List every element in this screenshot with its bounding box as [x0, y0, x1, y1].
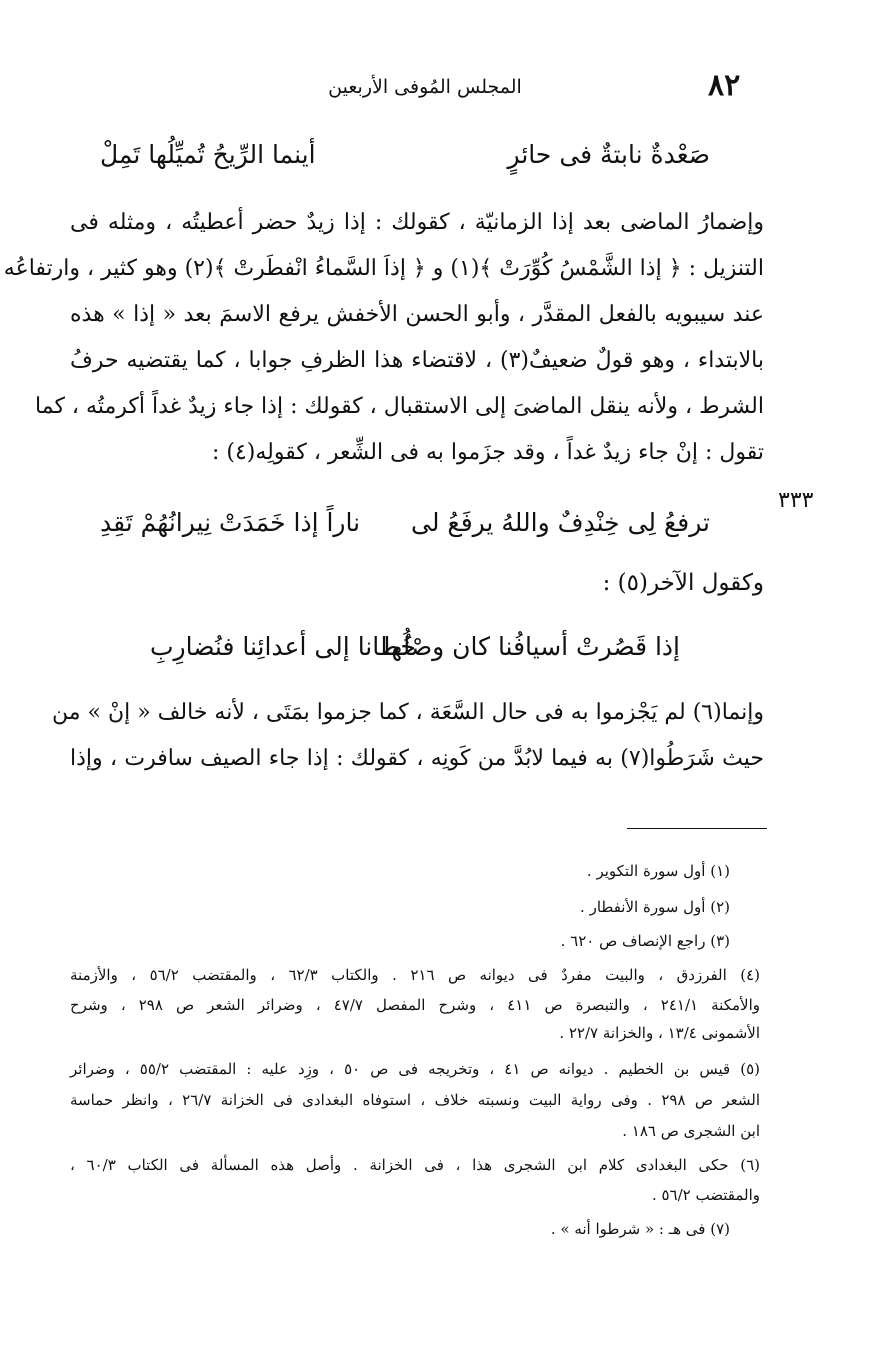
text-line: الشرط ، ولأنه ينقل الماضىَ إلى الاستقبال ، كقولك : إذا جاء زيدٌ غداً أكرمتُه ، كما: [35, 394, 764, 419]
text-line: تقول : إنْ جاء زيدٌ غداً ، وقد جزَموا به فى الشِّعر ، كقولِه(٤) :: [211, 440, 764, 465]
margin-reference-number: ٣٣٣: [778, 488, 814, 513]
verse-hemistich-second: ناراً إذا خَمَدَتْ نِيرانُهُمْ تَقِدِ: [100, 508, 361, 537]
verse-hemistich-second: أينما الرِّيحُ تُميِّلُها تَمِلْ: [100, 140, 316, 169]
running-title: المجلس المُوفى الأربعين: [328, 76, 522, 98]
verse-hemistich-first: ترفعُ لِى خِنْدِفٌ واللهُ يرفَعُ لى: [410, 508, 710, 537]
verse-hemistich-first: صَعْدةٌ نابتةٌ فى حائرٍ: [507, 140, 710, 169]
footnote: (٢) أول سورة الأنفطار .: [580, 898, 730, 916]
text-line: وإنما(٦) لم يَجْزموا به فى حال السَّعَة ، كما جزموا بمَتَى ، لأنه خالف « إنْ » من: [51, 700, 764, 725]
footnote: (٤) الفرزدق ، والبيت مفردٌ فى ديوانه ص ٢١٦ . والكتاب ٦٢/٣ ، والمقتضب ٥٦/٢ ، والأزمنة: [70, 966, 761, 984]
footnote: (٧) فى هـ : « شرطوا أنه » .: [550, 1220, 730, 1238]
footnote-continuation: والمقتضب ٥٦/٢ .: [651, 1186, 760, 1204]
text-line: التنزيل : ﴿ إذا الشَّمْسُ كُوِّرَتْ ﴾(١) و ﴿ إذاَ السَّماءُ انْفطَرتْ ﴾(٢) وهو كثير ، وارتفاعُه: [3, 256, 764, 281]
footnote: (٦) حكى البغدادى كلام ابن الشجرى هذا ، فى الخزانة . وأصل هذه المسألة فى الكتاب ٦٠/٣ ،: [70, 1156, 760, 1174]
footnote: (٥) قيس بن الخطيم . ديوانه ص ٤١ ، وتخريجه فى ص ٥٠ ، وزِد عليه : المقتضب ٥٥/٢ ، وضرائر: [70, 1060, 760, 1078]
footnote: (٣) راجع الإنصاف ص ٦٢٠ .: [560, 932, 730, 950]
footnote-continuation: ابن الشجرى ص ١٨٦ .: [622, 1122, 760, 1140]
text-line: عند سيبويه بالفعل المقدَّر ، وأبو الحسن الأخفش يرفع الاسمَ بعد « إذا » هذه: [70, 302, 764, 327]
footnote-continuation: الشعر ص ٢٩٨ . وفى رواية البيت ونسبته خلاف ، استوفاه البغدادى فى الخزانة ٢٦/٧ ، وانظر حماسة: [70, 1091, 760, 1109]
verse-hemistich-first: إذا قَصُرتْ أسيافُنا كان وصْلُها: [383, 632, 680, 661]
text-line: بالابتداء ، وهو قولٌ ضعيفٌ(٣) ، لاقتضاء هذا الظرفِ جوابا ، كما يقتضيه حرفُ: [70, 348, 764, 373]
verse-introduction: وكقول الآخر(٥) :: [602, 570, 764, 596]
footnote-separator: [627, 828, 767, 829]
page-number: ٨٢: [708, 68, 741, 103]
footnote-continuation: الأشمونى ١٣/٤ ، والخزانة ٢٢/٧ .: [559, 1024, 760, 1042]
verse-hemistich-second: خُطانا إلى أعدائِنا فنُضارِبِ: [150, 632, 416, 661]
footnote-continuation: والأمكنة ٢٤١/١ ، والتبصرة ص ٤١١ ، وشرح المفصل ٤٧/٧ ، وضرائر الشعر ص ٢٩٨ ، وشرح: [70, 996, 760, 1014]
footnote: (١) أول سورة التكوير .: [586, 862, 730, 880]
text-line: حيث شَرَطُوا(٧) به فيما لابُدَّ من كَونِه ، كقولك : إذا جاء الصيف سافرت ، وإذا: [70, 746, 764, 771]
text-line: وإضمارُ الماضى بعد إذا الزمانيّة ، كقولك : إذا زيدٌ حضر أعطيتُه ، ومثله فى: [70, 210, 764, 235]
